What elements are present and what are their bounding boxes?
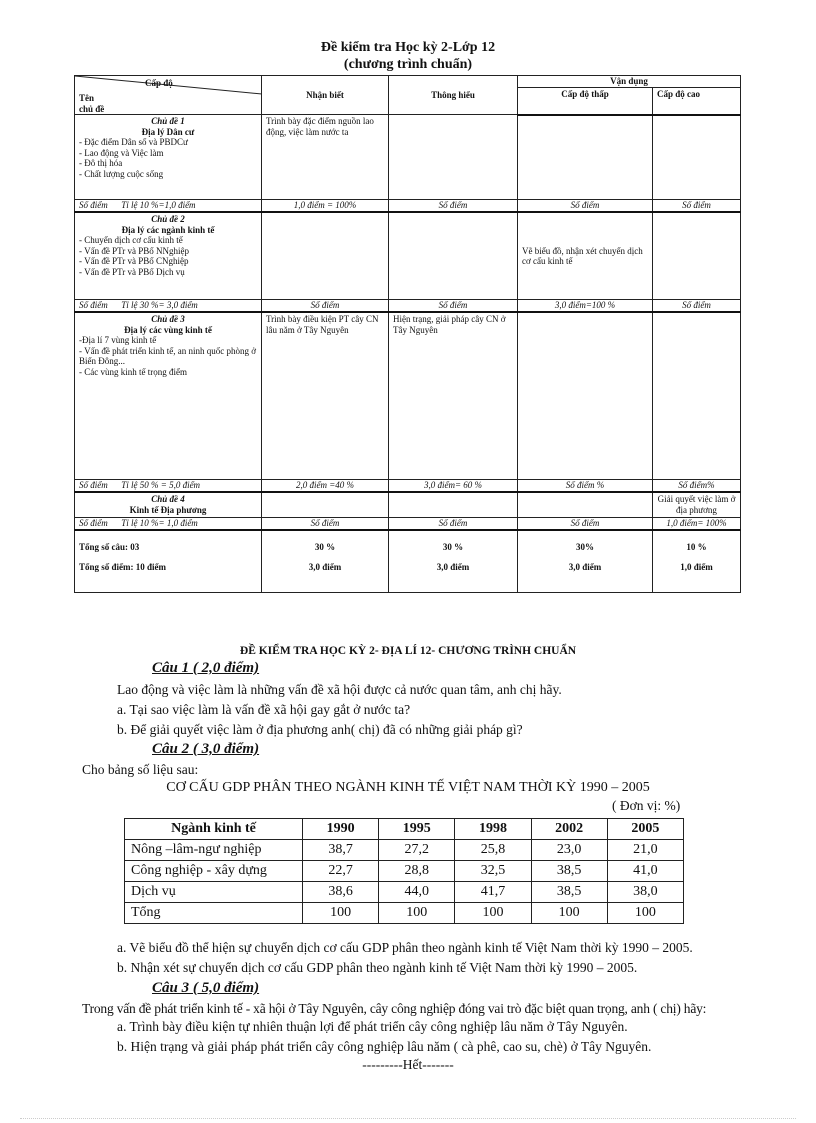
totals-low-pct: 30%	[576, 542, 594, 552]
totals-recognize	[262, 530, 389, 593]
col-cap-do-thap: Cấp độ thấp	[518, 88, 653, 115]
q3-text: Trong vấn đề phát triển kinh tế - xã hội ở Tây Nguyên, cây công nghiệp đóng vai trò đặc biệt quan trọng, anh ( chị) hãy:	[82, 1001, 707, 1016]
gdp-row-services	[125, 882, 684, 903]
q2-title: Câu 2 ( 3,0 điểm)	[152, 741, 260, 757]
gdp-header-1990: 1990	[303, 819, 379, 840]
topic-3-label: Chủ đề 3	[151, 314, 185, 324]
topic-2-understand	[389, 212, 518, 300]
gdp-cell: Dịch vụ	[125, 882, 303, 903]
totals-label-cell	[75, 530, 262, 593]
topic-3-understand: Hiện trạng, giải pháp cây CN ở Tây Nguyên	[389, 312, 518, 480]
total-points: Tổng số điểm: 10 điểm	[79, 562, 167, 572]
topic-3-name: Địa lý các vùng kinh tế	[124, 324, 212, 335]
col-cap-do-cao: Cấp độ cao	[653, 88, 741, 115]
cap-do-label: Cấp độ	[145, 78, 173, 88]
topic-4-recognize	[262, 492, 389, 518]
gdp-cell: 41,0	[607, 861, 683, 882]
totals-understand-pct: 30 %	[442, 542, 464, 552]
gdp-cell: 38,5	[531, 861, 607, 882]
topic-1-score-row	[75, 200, 741, 213]
gdp-header-sector: Ngành kinh tế	[125, 819, 303, 840]
topic-4-score-understand: Số điểm	[389, 518, 518, 531]
q3-title: Câu 3 ( 5,0 điểm)	[152, 980, 260, 996]
topic-3-score-low: Số điểm %	[518, 480, 653, 493]
topic-1-high	[653, 115, 741, 200]
topic-4-high: Giải quyết việc làm ở địa phương	[653, 492, 741, 518]
gdp-cell: Nông –lâm-ngư nghiệp	[125, 840, 303, 861]
topic-4-low	[518, 492, 653, 518]
topic-1-recognize: Trình bày đặc điểm nguồn lao động, việc làm nước ta	[262, 115, 389, 200]
totals-recognize-pts: 3,0 điểm	[308, 562, 342, 572]
topic-3-high	[653, 312, 741, 480]
gdp-cell: Công nghiệp - xây dựng	[125, 861, 303, 882]
gdp-row-total	[125, 903, 684, 924]
total-questions: Tổng số câu: 03	[79, 542, 140, 552]
topic-4-row	[75, 492, 741, 518]
gdp-cell: 32,5	[455, 861, 531, 882]
topic-3-low	[518, 312, 653, 480]
topic-3-items: -Địa lí 7 vùng kinh tế - Vấn đề phát triển kinh tế, an ninh quốc phòng ở Biển Đông... - Các vùng kinh tế trọng điểm	[79, 335, 257, 377]
topic-1-score-understand: Số điểm	[389, 200, 518, 213]
q3-a: a. Trình bày điều kiện tự nhiên thuận lợi để phát triển cây công nghiệp lâu năm ở Tây Nguyên.	[117, 1019, 628, 1034]
q1-a: a. Tại sao việc làm là vấn đề xã hội gay gắt ở nước ta?	[117, 702, 411, 717]
topic-2-score-row	[75, 300, 741, 313]
ten-chu-de-label: Tên chủ đề	[79, 93, 105, 114]
q3-b: b. Hiện trạng và giải pháp phát triển cây công nghiệp lâu năm ( cà phê, cao su, chè) ở Tây Nguyên.	[117, 1039, 652, 1054]
topic-1-score-recognize: 1,0 điểm = 100%	[262, 200, 389, 213]
topic-3-cell	[75, 312, 262, 480]
topic-2-score-understand: Số điểm	[389, 300, 518, 313]
gdp-header-row	[125, 819, 684, 840]
gdp-cell: 38,5	[531, 882, 607, 903]
topic-3-recognize: Trình bày điều kiện PT cây CN lâu năm ở Tây Nguyên	[262, 312, 389, 480]
matrix-header-row-1	[75, 76, 741, 88]
totals-row	[75, 530, 741, 593]
matrix-corner-cell	[75, 76, 262, 115]
topic-1-name: Địa lý Dân cư	[141, 126, 195, 137]
totals-understand-pts: 3,0 điểm	[436, 562, 470, 572]
gdp-cell: 38,7	[303, 840, 379, 861]
q1-text: Lao động và việc làm là những vấn đề xã hội được cả nước quan tâm, anh chị hãy.	[117, 682, 562, 697]
totals-low	[518, 530, 653, 593]
gdp-cell: 27,2	[379, 840, 455, 861]
topic-2-recognize	[262, 212, 389, 300]
topic-3-score-recognize: 2,0 điểm =40 %	[262, 480, 389, 493]
q2-table-title: CƠ CẤU GDP PHÂN THEO NGÀNH KINH TẾ VIỆT NAM THỜI KỲ 1990 – 2005	[166, 780, 650, 795]
gdp-cell: Tổng	[125, 903, 303, 924]
topic-4-score-row	[75, 518, 741, 531]
topic-3-score-label: Số điểm Tỉ lệ 50 % = 5,0 điểm	[75, 480, 262, 493]
topic-2-score-high: Số điểm	[653, 300, 741, 313]
topic-1-score-high: Số điểm	[653, 200, 741, 213]
gdp-cell: 44,0	[379, 882, 455, 903]
gdp-cell: 38,0	[607, 882, 683, 903]
topic-3-score-high: Số điểm%	[653, 480, 741, 493]
topic-3-row	[75, 312, 741, 480]
gdp-cell: 100	[455, 903, 531, 924]
q2-a: a. Vẽ biểu đồ thể hiện sự chuyển dịch cơ cấu GDP phân theo ngành kinh tế Việt Nam thời kỳ 1990 – 2005.	[117, 940, 693, 955]
totals-understand	[389, 530, 518, 593]
gdp-cell: 100	[531, 903, 607, 924]
gdp-cell: 38,6	[303, 882, 379, 903]
topic-3-score-understand: 3,0 điểm= 60 %	[389, 480, 518, 493]
gdp-cell: 21,0	[607, 840, 683, 861]
gdp-cell: 100	[303, 903, 379, 924]
q2-b: b. Nhận xét sự chuyển dịch cơ cấu GDP phân theo ngành kinh tế Việt Nam thời kỳ 1990 – 2005.	[117, 960, 638, 975]
topic-2-name: Địa lý các ngành kinh tế	[121, 224, 215, 235]
gdp-header-2005: 2005	[607, 819, 683, 840]
topic-2-low: Vẽ biểu đồ, nhận xét chuyển dịch cơ cấu kinh tế	[518, 212, 653, 300]
topic-2-score-label: Số điểm Tỉ lệ 30 %= 3,0 điểm	[75, 300, 262, 313]
topic-4-score-recognize: Số điểm	[262, 518, 389, 531]
topic-3-score-row	[75, 480, 741, 493]
gdp-header-1998: 1998	[455, 819, 531, 840]
gdp-row-agri	[125, 840, 684, 861]
col-thong-hieu: Thông hiểu	[389, 76, 518, 115]
topic-2-label: Chủ đề 2	[151, 214, 185, 224]
exam-matrix-table	[74, 75, 741, 593]
topic-4-name: Kinh tế Địa phương	[129, 504, 207, 515]
topic-2-row	[75, 212, 741, 300]
topic-2-score-recognize: Số điểm	[262, 300, 389, 313]
gdp-row-industry	[125, 861, 684, 882]
doc-title-line2: (chương trình chuẩn)	[343, 57, 473, 72]
exam-heading: ĐỀ KIỂM TRA HỌC KỲ 2- ĐỊA LÍ 12- CHƯƠNG TRÌNH CHUẨN	[239, 645, 577, 657]
q1-b: b. Để giải quyết việc làm ở địa phương anh( chị) đã có những giải pháp gì?	[117, 722, 523, 737]
topic-2-items: - Chuyển dịch cơ cấu kinh tế - Vấn đề PTr và PBố NNghiệp - Vấn đề PTr và PBố CNghiệp - Vấn đề PTr và PBố Dịch vụ	[79, 235, 190, 277]
totals-high	[653, 530, 741, 593]
topic-4-understand	[389, 492, 518, 518]
gdp-cell: 25,8	[455, 840, 531, 861]
topic-4-cell	[75, 492, 262, 518]
topic-1-label: Chủ đề 1	[151, 116, 185, 126]
topic-4-score-low: Số điểm	[518, 518, 653, 531]
topic-1-cell	[75, 115, 262, 200]
topic-4-score-label: Số điểm Tỉ lệ 10 %= 1,0 điểm	[75, 518, 262, 531]
end-marker: ---------Hết-------	[362, 1057, 454, 1072]
topic-1-understand	[389, 115, 518, 200]
topic-4-label: Chủ đề 4	[151, 494, 185, 504]
gdp-cell: 28,8	[379, 861, 455, 882]
topic-1-row	[75, 115, 741, 200]
doc-title-line1: Đề kiểm tra Học kỳ 2-Lớp 12	[320, 40, 496, 55]
q2-intro: Cho bảng số liệu sau:	[82, 762, 199, 777]
col-nhan-biet: Nhận biết	[262, 76, 389, 115]
gdp-structure-table	[124, 818, 684, 924]
topic-2-cell	[75, 212, 262, 300]
gdp-cell: 41,7	[455, 882, 531, 903]
gdp-cell: 100	[607, 903, 683, 924]
topic-1-score-label: Số điểm Tỉ lệ 10 %=1,0 điểm	[75, 200, 262, 213]
q1-title: Câu 1 ( 2,0 điểm)	[152, 660, 260, 676]
totals-low-pts: 3,0 điểm	[568, 562, 602, 572]
totals-high-pct: 10 %	[686, 542, 707, 552]
page-bottom-divider	[20, 1118, 796, 1119]
topic-1-score-low: Số điểm	[518, 200, 653, 213]
q2-unit: ( Đơn vị: %)	[612, 798, 681, 813]
topic-1-items: - Đặc điểm Dân số và PBDCư - Lao động và Việc làm - Đô thị hóa - Chất lượng cuộc sống	[79, 137, 188, 179]
topic-1-low	[518, 115, 653, 200]
topic-2-score-low: 3,0 điểm=100 %	[518, 300, 653, 313]
gdp-header-2002: 2002	[531, 819, 607, 840]
gdp-header-1995: 1995	[379, 819, 455, 840]
gdp-cell: 100	[379, 903, 455, 924]
totals-recognize-pct: 30 %	[314, 542, 336, 552]
topic-2-high	[653, 212, 741, 300]
gdp-cell: 22,7	[303, 861, 379, 882]
totals-high-pts: 1,0 điểm	[680, 562, 713, 572]
gdp-cell: 23,0	[531, 840, 607, 861]
topic-4-score-high: 1,0 điểm= 100%	[653, 518, 741, 531]
col-van-dung: Vận dụng	[518, 76, 741, 88]
